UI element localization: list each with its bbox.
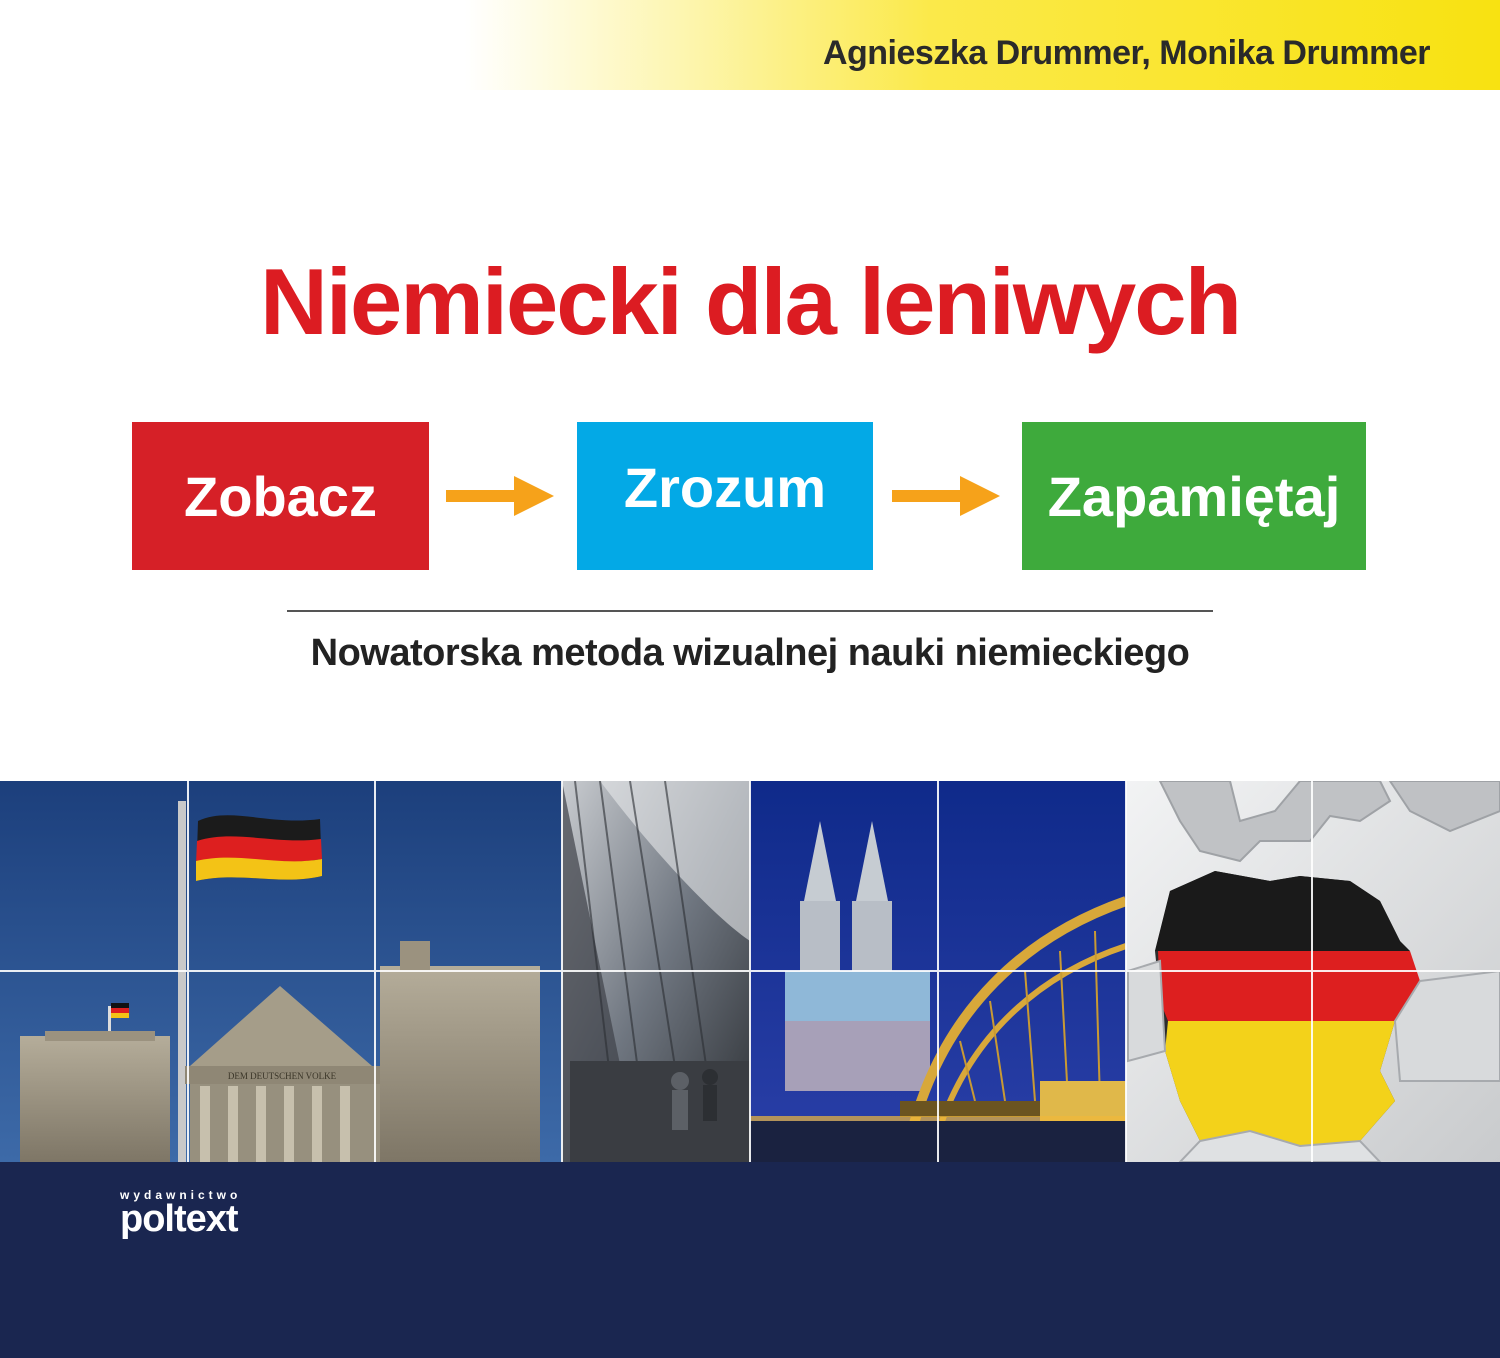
- authors: Agnieszka Drummer, Monika Drummer: [822, 34, 1430, 72]
- step-understand-label: Zrozum: [623, 455, 827, 519]
- step-see-label: Zobacz: [184, 464, 377, 528]
- divider-line: [287, 610, 1213, 612]
- publisher-prefix: wydawnictwo: [120, 1188, 242, 1202]
- step-understand-box: [577, 422, 873, 570]
- step-remember-label: Zapamiętaj: [1047, 464, 1341, 528]
- arrow-right-icon: [892, 474, 1002, 518]
- book-title: Niemiecki dla leniwych: [260, 249, 1240, 354]
- subtitle: Nowatorska metoda wizualnej nauki niemieckiego: [310, 632, 1190, 674]
- photo-collage: [0, 781, 1500, 1162]
- step-see-box: [132, 422, 429, 570]
- arrow-right-icon: [446, 474, 556, 518]
- publisher-name: poltext: [120, 1198, 238, 1240]
- publisher-logo: [120, 1188, 241, 1241]
- reichstag-inscription: DEM DEUTSCHEN VOLKE: [227, 1071, 337, 1081]
- step-remember-box: [1022, 422, 1366, 570]
